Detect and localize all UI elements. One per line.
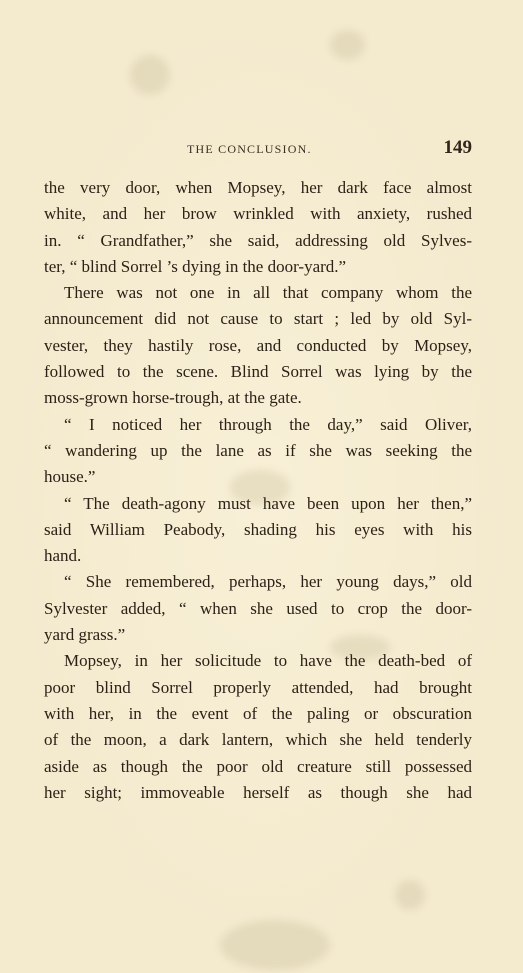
text-line: “ wandering up the lane as if she was seeking the [44,440,472,460]
text-line: “ I noticed her through the day,” said Oliver, [64,414,472,434]
text-line: in. “ Grandfather,” she said, addressing old Sylves- [44,230,472,250]
text-line: aside as though the poor old creature still possessed [44,756,472,776]
page-header [44,137,472,160]
text-line: followed to the scene. Blind Sorrel was lying by the [44,362,472,382]
text-line: hand. [44,546,82,566]
text-line: white, and her brow wrinkled with anxiety, rushed [44,204,472,224]
running-head: THE CONCLUSION. [187,142,312,156]
text-line: poor blind Sorrel properly attended, had brought [44,677,472,697]
text-line: of the moon, a dark lantern, which she held tenderly [44,730,472,750]
text-line: yard grass.” [44,625,126,645]
text-line: her sight; immoveable herself as though she had [44,782,472,802]
foxing-stain [130,55,170,95]
text-line: the very door, when Mopsey, her dark face almost [44,178,472,197]
page-number: 149 [443,137,472,158]
foxing-stain [395,880,425,910]
text-line: with her, in the event of the paling or obscuration [44,703,472,723]
text-line: announcement did not cause to start ; led by old Syl- [44,309,472,329]
text-line: house.” [44,467,96,487]
text-line: said William Peabody, shading his eyes with his [44,519,472,539]
text-line: moss-grown horse-trough, at the gate. [44,388,302,408]
text-line: There was not one in all that company whom the [64,283,472,303]
body-text [44,175,472,806]
text-line: Sylvester added, “ when she used to crop the door- [44,598,472,618]
text-line: ter, “ blind Sorrel ’s dying in the door-yard.” [44,256,347,276]
text-line: vester, they hastily rose, and conducted by Mopsey, [44,335,472,355]
foxing-stain [220,920,330,970]
text-line: “ She remembered, perhaps, her young days,” old [64,572,472,592]
foxing-stain [330,30,365,60]
text-line: Mopsey, in her solicitude to have the death-bed of [64,651,472,671]
text-line: “ The death-agony must have been upon her then,” [64,493,472,513]
